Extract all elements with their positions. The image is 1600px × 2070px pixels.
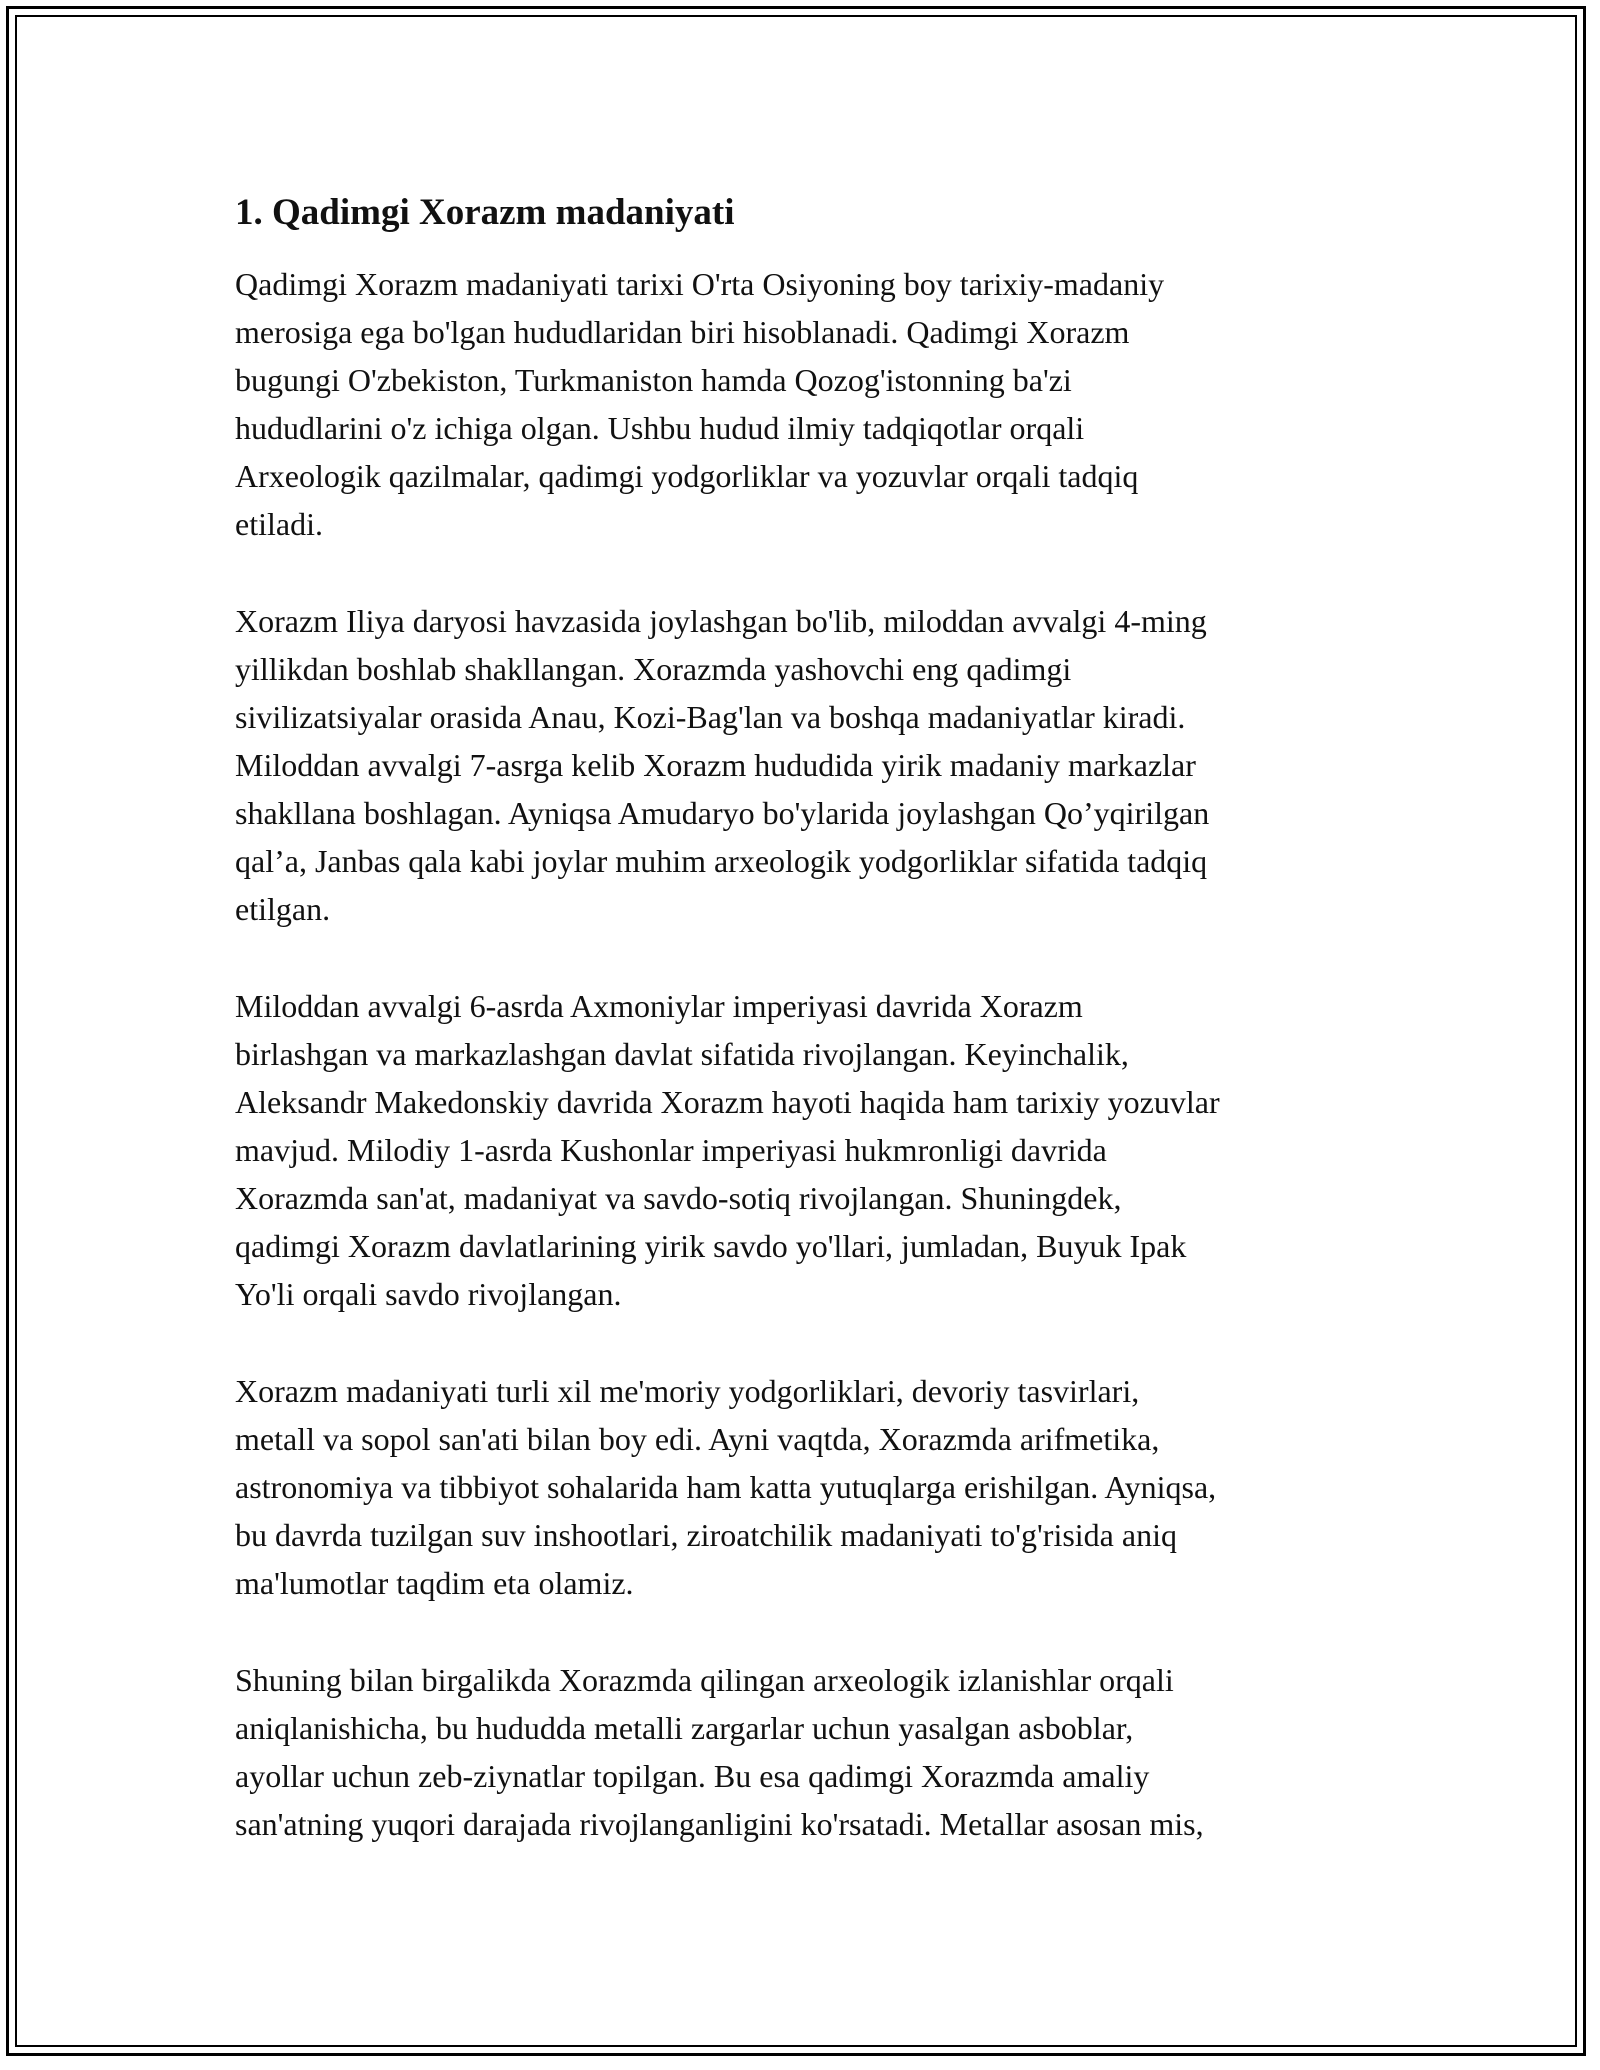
section-heading: 1. Qadimgi Xorazm madaniyati — [235, 192, 735, 233]
text-line: Xorazm Iliya daryosi havzasida joylashgan bo'lib, miloddan avvalgi 4-ming — [235, 603, 1207, 639]
text-line: Yo'li orqali savdo rivojlangan. — [235, 1276, 622, 1312]
text-line: bu davrda tuzilgan suv inshootlari, ziroatchilik madaniyati to'g'risida aniq — [235, 1517, 1177, 1553]
text-line: Arxeologik qazilmalar, qadimgi yodgorliklar va yozuvlar orqali tadqiq — [235, 458, 1139, 494]
text-line: ma'lumotlar taqdim eta olamiz. — [235, 1565, 634, 1601]
text-line: Miloddan avvalgi 7-asrga kelib Xorazm hududida yirik madaniy markazlar — [235, 747, 1196, 783]
text-line: Shuning bilan birgalikda Xorazmda qilingan arxeologik izlanishlar orqali — [235, 1662, 1174, 1698]
text-line: qal’a, Janbas qala kabi joylar muhim arxeologik yodgorliklar sifatida tadqiq — [235, 843, 1208, 879]
paragraph-3 — [235, 982, 1375, 1318]
paragraph-5 — [235, 1656, 1375, 1848]
text-line: yillikdan boshlab shakllangan. Xorazmda yashovchi eng qadimgi — [235, 651, 1072, 687]
text-line: qadimgi Xorazm davlatlarining yirik savdo yo'llari, jumladan, Buyuk Ipak — [235, 1228, 1187, 1264]
text-line: shakllana boshlagan. Ayniqsa Amudaryo bo'ylarida joylashgan Qo’yqirilgan — [235, 795, 1210, 831]
paragraph-2 — [235, 597, 1375, 933]
text-line: hududlarini o'z ichiga olgan. Ushbu hudud ilmiy tadqiqotlar orqali — [235, 410, 1085, 446]
text-line: astronomiya va tibbiyot sohalarida ham katta yutuqlarga erishilgan. Ayniqsa, — [235, 1469, 1217, 1505]
text-line: ayollar uchun zeb-ziynatlar topilgan. Bu esa qadimgi Xorazmda amaliy — [235, 1758, 1150, 1794]
paragraph-1 — [235, 260, 1375, 548]
text-line: mavjud. Milodiy 1-asrda Kushonlar imperiyasi hukmronligi davrida — [235, 1132, 1107, 1168]
text-line: Aleksandr Makedonskiy davrida Xorazm hayoti haqida ham tarixiy yozuvlar — [235, 1084, 1220, 1120]
text-line: Qadimgi Xorazm madaniyati tarixi O'rta Osiyoning boy tarixiy-madaniy — [235, 266, 1165, 302]
paragraph-4 — [235, 1367, 1375, 1607]
text-line: aniqlanishicha, bu hududda metalli zargarlar uchun yasalgan asboblar, — [235, 1710, 1134, 1746]
text-line: bugungi O'zbekiston, Turkmaniston hamda Qozog'istonning ba'zi — [235, 362, 1072, 398]
text-line: etiladi. — [235, 506, 323, 542]
text-line: san'atning yuqori darajada rivojlanganligini ko'rsatadi. Metallar asosan mis, — [235, 1806, 1204, 1842]
text-line: birlashgan va markazlashgan davlat sifatida rivojlangan. Keyinchalik, — [235, 1036, 1129, 1072]
document-body — [235, 186, 1375, 1897]
text-line: etilgan. — [235, 891, 331, 927]
text-line: sivilizatsiyalar orasida Anau, Kozi-Bag'lan va boshqa madaniyatlar kiradi. — [235, 699, 1186, 735]
text-line: Xorazm madaniyati turli xil me'moriy yodgorliklari, devoriy tasvirlari, — [235, 1373, 1140, 1409]
text-line: metall va sopol san'ati bilan boy edi. Ayni vaqtda, Xorazmda arifmetika, — [235, 1421, 1160, 1457]
text-line: merosiga ega bo'lgan hududlaridan biri hisoblanadi. Qadimgi Xorazm — [235, 314, 1130, 350]
text-line: Xorazmda san'at, madaniyat va savdo-sotiq rivojlangan. Shuningdek, — [235, 1180, 1122, 1216]
text-line: Miloddan avvalgi 6-asrda Axmoniylar imperiyasi davrida Xorazm — [235, 988, 1083, 1024]
